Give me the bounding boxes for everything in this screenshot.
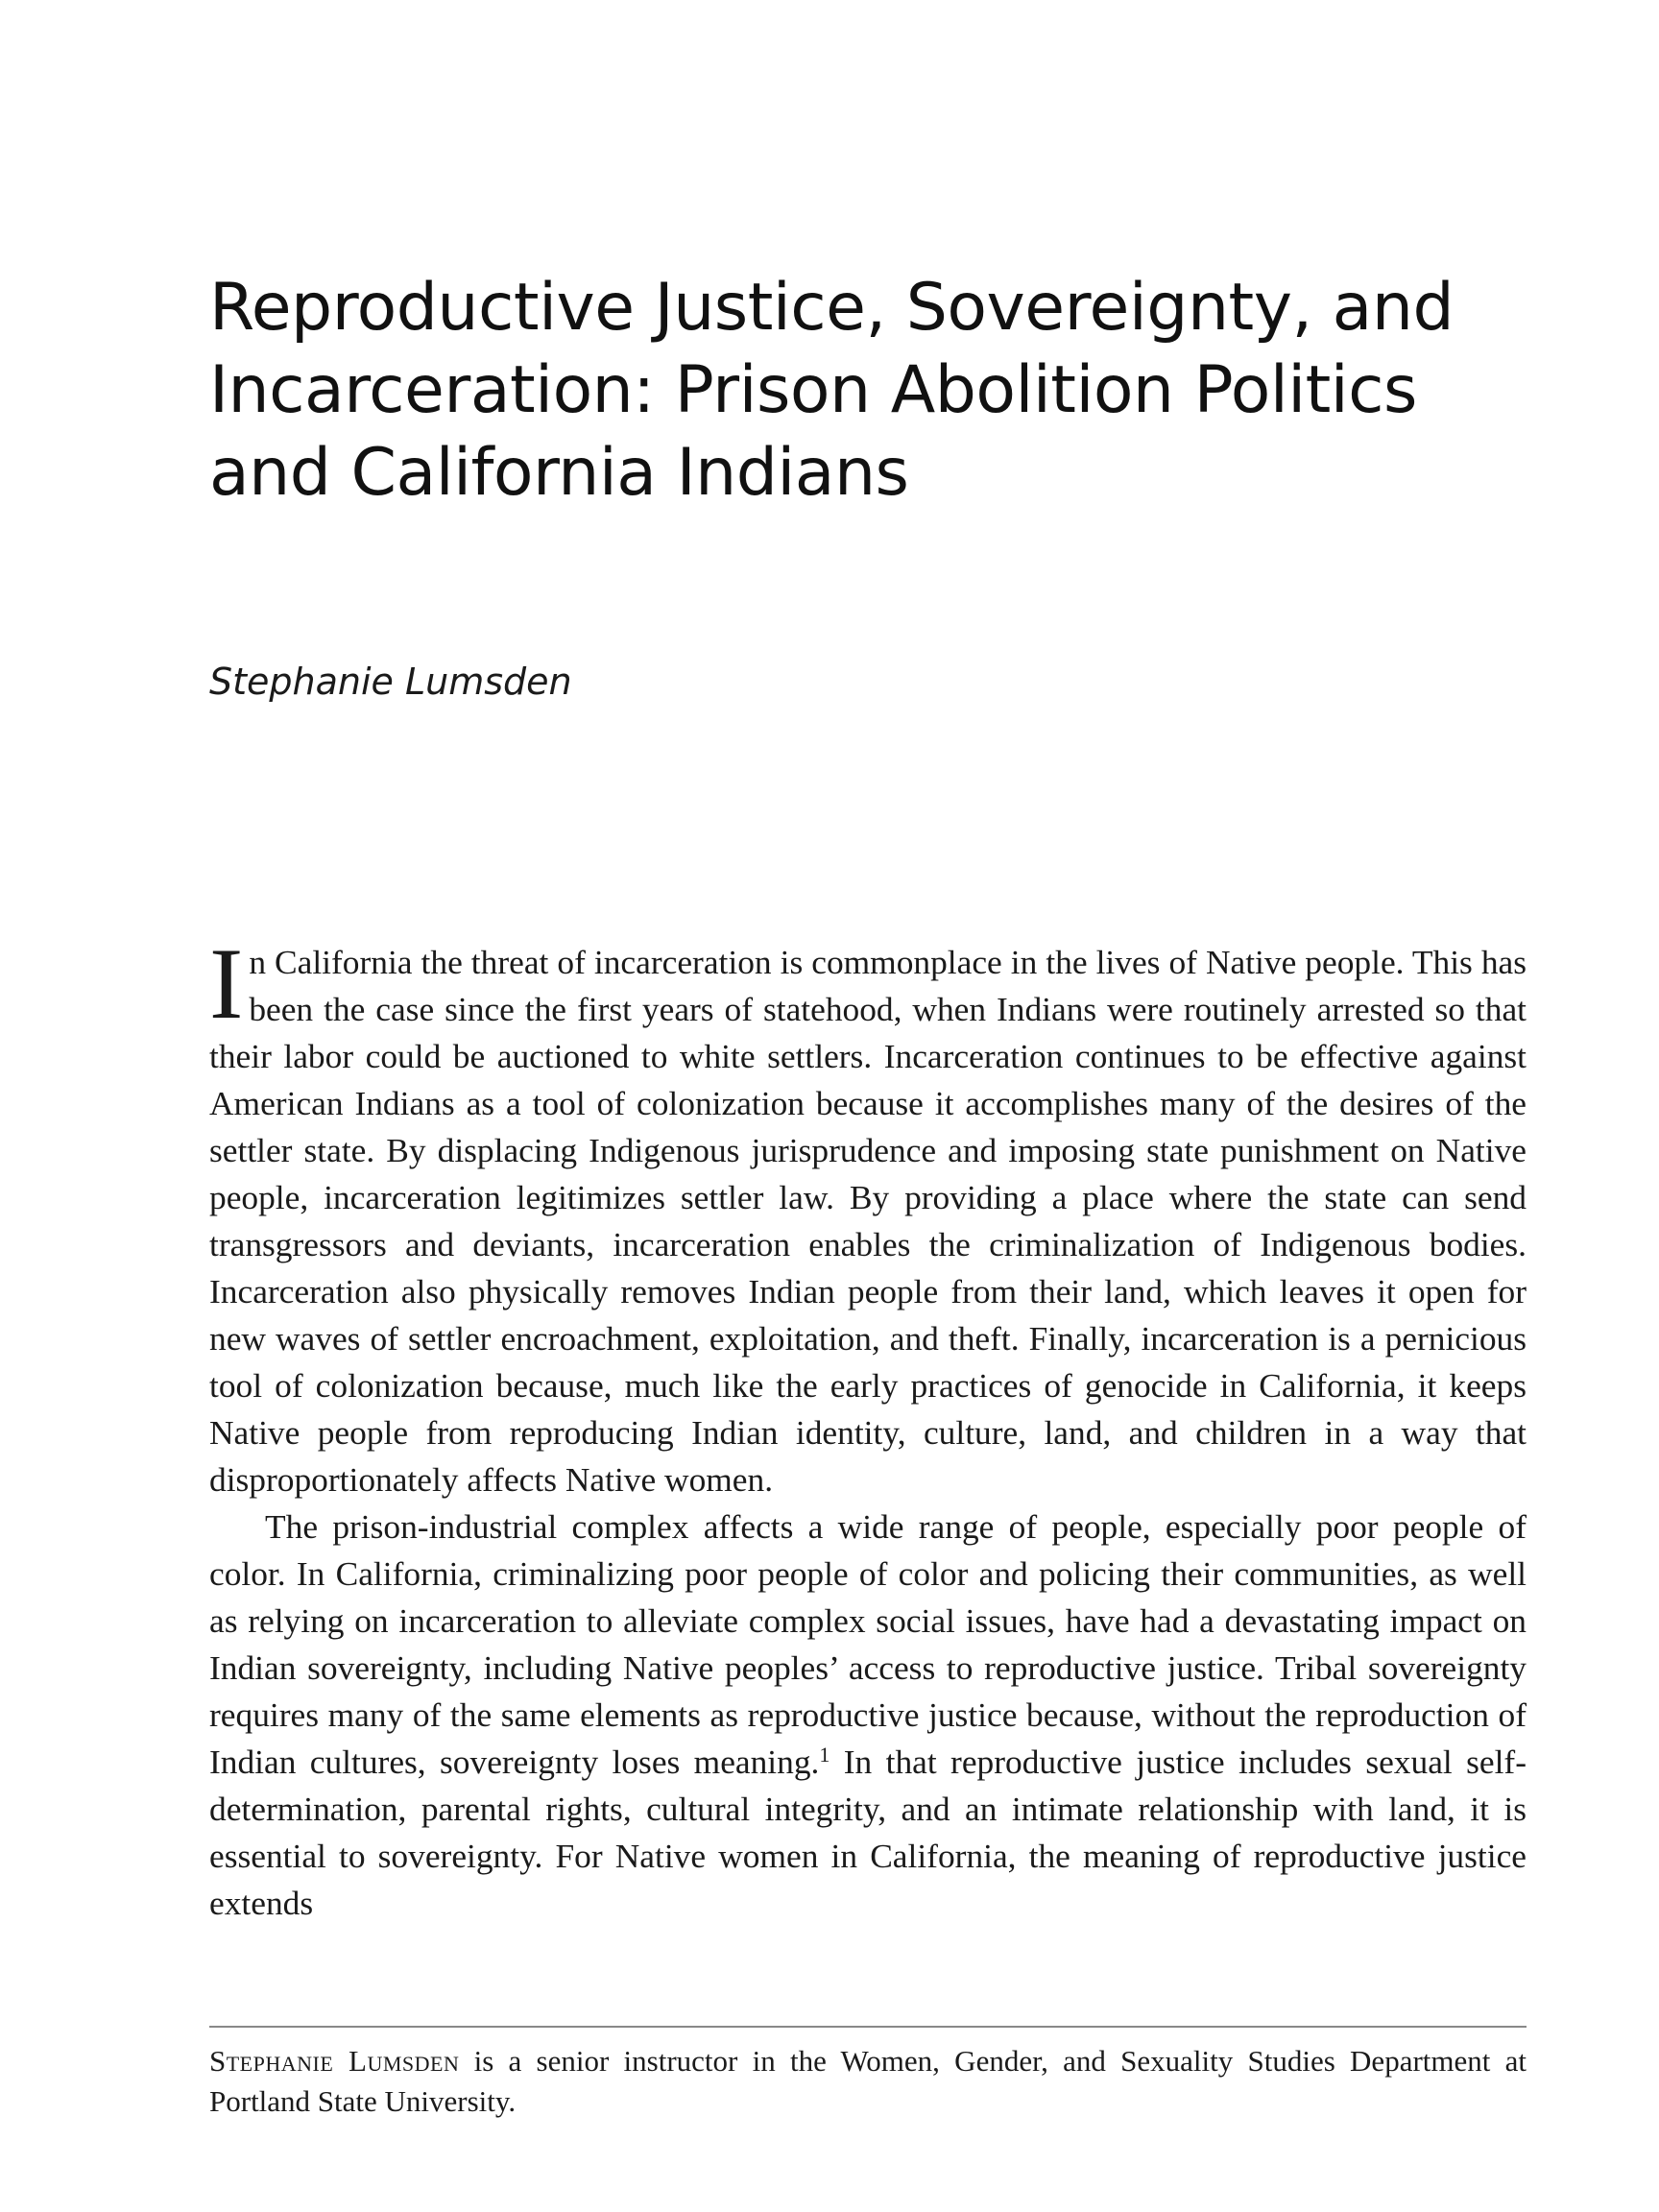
paragraph-1-text: n California the threat of incarceration is commonplace in the lives of Native people. This has been the case since the first years of statehood, when Indians were routinely arrested so that their labor could be auctioned to white settlers. Incarceration continues to be effective against American Indians as a tool of colonization because it accomplishes many of the desires of the settler state. By displacing Indigenous jurisprudence and imposing state punishment on Native people, incarceration legitimizes settler law. By providing a place where the state can send transgressors and deviants, incarceration enables the criminalization of Indigenous bodies. Incarceration also physically removes Indian people from their land, which leaves it open for new waves of settler encroachment, exploitation, and theft. Finally, incarceration is a pernicious tool of colonization because, much like the early practices of genocide in California, it keeps Native people from reproducing Indian identity, culture, land, and children in a way that disproportionately affects Native women. [209, 943, 1527, 1499]
drop-cap: I [209, 927, 244, 1040]
author-bio-text: is a senior instructor in the Women, Gender, and Sexuality Studies Department at Portland State University. [209, 2044, 1527, 2118]
footnote-divider [209, 2026, 1527, 2028]
paragraph-2-text-a: The prison-industrial complex affects a wide range of people, especially poor people of color. In California, criminalizing poor people of color and policing their communities, as well as relying on incarceration to alleviate complex social issues, have had a devastating impact on Indian sovereignty, including Native peoples’ access to reproductive justice. Tribal sovereignty requires many of the same elements as reproductive justice because, without the reproduction of Indian cultures, sovereignty loses meaning. [209, 1507, 1527, 1781]
article-title: Reproductive Justice, Sovereignty, and Incarceration: Prison Abolition Politics and California Indians [209, 270, 1455, 511]
article-page [209, 0, 1527, 2212]
author-bio [209, 2041, 1527, 2122]
paragraph-2 [209, 1503, 1527, 1927]
paragraph-2-text-b: In that reproductive justice includes sexual self-determination, parental rights, cultural integrity, and an intimate relationship with land, it is essential to sovereignty. For Native women in California, the meaning of reproductive justice extends [209, 1743, 1527, 1922]
paragraph-1 [209, 927, 1527, 1503]
footnote-marker[interactable]: 1 [819, 1743, 830, 1767]
article-body [209, 927, 1527, 1927]
article-author: Stephanie Lumsden [209, 661, 572, 703]
author-bio-name: Stephanie Lumsden [209, 2044, 460, 2078]
